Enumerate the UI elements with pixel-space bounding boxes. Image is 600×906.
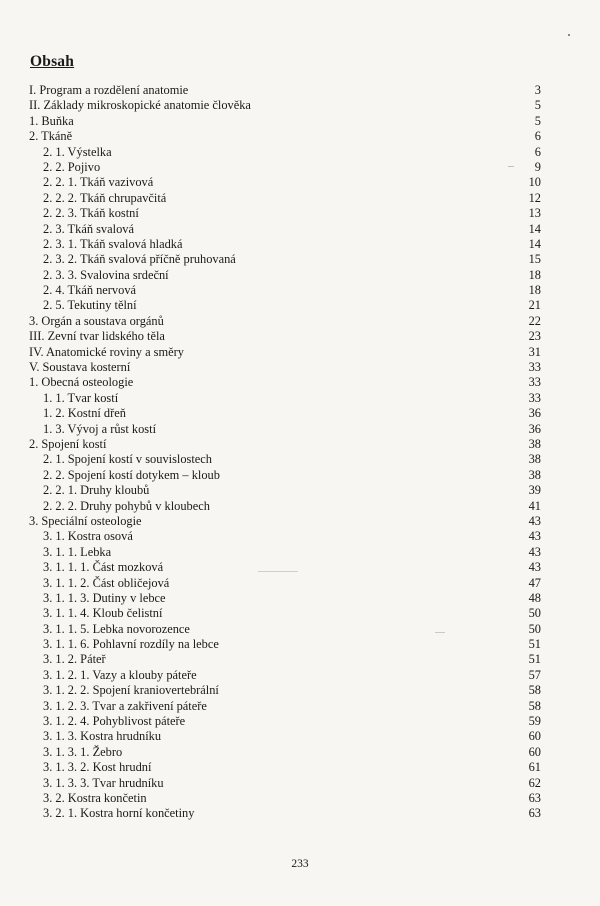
- toc-entry-page: 61: [528, 760, 541, 775]
- toc-entry: [29, 499, 541, 514]
- toc-entry: [29, 652, 541, 667]
- toc-entry: [29, 468, 541, 483]
- toc-entry: [29, 791, 541, 806]
- toc-entry-title: 3. 1. 1. 5. Lebka novorozence: [43, 621, 190, 636]
- toc-entry: [29, 576, 541, 591]
- toc-entry-page: 43: [528, 560, 541, 575]
- toc-entry: [29, 591, 541, 606]
- toc-entry-page: 6: [534, 129, 541, 144]
- toc-entry-title: 3. 1. Kostra osová: [43, 529, 133, 544]
- toc-entry-page: 21: [528, 298, 541, 313]
- toc-entry: [29, 529, 541, 544]
- page-number: 233: [291, 858, 309, 870]
- toc-entry-page: 5: [534, 98, 541, 113]
- toc-entry-page: 43: [528, 529, 541, 544]
- toc-entry: [29, 175, 541, 190]
- toc-entry-title: 2. 2. 1. Druhy kloubů: [43, 483, 150, 498]
- toc-entry-title: III. Zevní tvar lidského těla: [29, 329, 165, 344]
- toc-entry-page: 60: [528, 744, 541, 759]
- toc-entry: [29, 760, 541, 775]
- toc-entry: [29, 683, 541, 698]
- toc-entry-title: 3. 1. 2. 4. Pohyblivost páteře: [43, 714, 186, 729]
- toc-entry-title: 3. 1. 3. 3. Tvar hrudníku: [43, 775, 164, 790]
- toc-entry-page: 12: [528, 190, 541, 205]
- toc-entry-page: 33: [528, 360, 541, 375]
- toc-entry-page: 50: [528, 621, 541, 636]
- toc-entry-page: 57: [528, 667, 541, 682]
- toc-entry: [29, 375, 541, 390]
- toc-entry: [29, 283, 541, 298]
- toc-entry-page: 33: [528, 375, 541, 390]
- toc-entry-title: I. Program a rozdělení anatomie: [29, 83, 189, 97]
- toc-entry-page: 3: [534, 83, 541, 97]
- toc-entry: [29, 114, 541, 129]
- toc-entry: [29, 483, 541, 498]
- toc-entry-page: 48: [528, 590, 541, 605]
- toc-entry-page: 38: [528, 467, 541, 482]
- toc-entry: [29, 422, 541, 437]
- toc-entry: [29, 729, 541, 744]
- toc-entry-title: 3. 1. 3. Kostra hrudníku: [43, 729, 162, 744]
- toc-entry-title: 2. 5. Tekutiny tělní: [43, 298, 137, 313]
- toc-entry-title: 2. 3. 2. Tkáň svalová příčně pruhovaná: [43, 252, 236, 267]
- toc-entry-title: 2. Spojení kostí: [29, 436, 107, 451]
- toc-entry: [29, 699, 541, 714]
- toc-entry-title: 1. 1. Tvar kostí: [43, 390, 119, 405]
- toc-entry: [29, 237, 541, 252]
- toc-entry-page: 50: [528, 606, 541, 621]
- toc-entry-title: II. Základy mikroskopické anatomie člověka: [29, 98, 251, 113]
- toc-entry: [29, 606, 541, 621]
- toc-entry-page: 62: [528, 775, 541, 790]
- toc-entry-page: 22: [528, 313, 541, 328]
- toc-entry-title: 3. 1. 1. 1. Část mozková: [43, 560, 164, 575]
- toc-entry-title: 3. 1. 3. 2. Kost hrudní: [43, 760, 152, 775]
- toc-entry: [29, 776, 541, 791]
- toc-entry-page: 41: [528, 498, 541, 513]
- toc-entry: [29, 314, 541, 329]
- toc-entry-page: 15: [528, 252, 541, 267]
- toc-entry: [29, 345, 541, 360]
- toc-entry: [29, 360, 541, 375]
- toc-entry: [29, 437, 541, 452]
- toc-entry: [29, 514, 541, 529]
- toc-entry: [29, 98, 541, 113]
- toc-entry-page: 18: [528, 283, 541, 298]
- scan-speck: [508, 166, 514, 167]
- scan-speck: [568, 34, 570, 36]
- toc-entry-page: 38: [528, 436, 541, 451]
- toc-entry-page: 5: [534, 113, 541, 128]
- toc-entry-page: 63: [528, 790, 541, 805]
- toc-entry-title: 3. 1. 2. 3. Tvar a zakřivení páteře: [43, 698, 207, 713]
- toc-entry-title: 3. Orgán a soustava orgánů: [29, 313, 164, 328]
- toc-entry-page: 51: [528, 637, 541, 652]
- scan-speck: [435, 632, 445, 633]
- toc-entry-title: 3. 1. 1. 2. Část obličejová: [43, 575, 170, 590]
- toc-entry: [29, 83, 541, 98]
- page-title: Obsah: [30, 53, 75, 70]
- toc-entry-page: 13: [528, 206, 541, 221]
- toc-entry-page: 36: [528, 421, 541, 436]
- toc-entry: [29, 545, 541, 560]
- toc-entry: [29, 222, 541, 237]
- toc-entry: [29, 391, 541, 406]
- toc-entry-title: 2. 4. Tkáň nervová: [43, 283, 137, 298]
- toc-entry: [29, 637, 541, 652]
- toc-entry-title: 1. Buňka: [29, 113, 74, 128]
- toc-entry-page: 51: [528, 652, 541, 667]
- toc-entry: [29, 406, 541, 421]
- toc-entry-title: 2. 2. 3. Tkáň kostní: [43, 206, 139, 221]
- toc-entry-page: 18: [528, 267, 541, 282]
- toc-entry-title: 3. 2. Kostra končetin: [43, 790, 147, 805]
- toc-entry-title: 3. 1. 1. 3. Dutiny v lebce: [43, 590, 166, 605]
- toc-entry-title: 2. 2. Spojení kostí dotykem – kloub: [43, 467, 220, 482]
- toc-entry: [29, 560, 541, 575]
- toc-entry-page: 6: [534, 144, 541, 159]
- scan-speck: [258, 571, 298, 572]
- table-of-contents: [29, 83, 541, 822]
- toc-entry-title: 2. 3. 3. Svalovina srdeční: [43, 267, 169, 282]
- toc-entry-page: 58: [528, 683, 541, 698]
- toc-entry-title: 3. 1. 2. Páteř: [43, 652, 106, 667]
- toc-entry: [29, 191, 541, 206]
- toc-entry: [29, 145, 541, 160]
- toc-entry: [29, 329, 541, 344]
- toc-entry: [29, 298, 541, 313]
- toc-entry-title: 2. 2. Pojivo: [43, 159, 101, 174]
- toc-entry: [29, 206, 541, 221]
- toc-entry-title: 1. 3. Vývoj a růst kostí: [43, 421, 157, 436]
- toc-entry-page: 63: [528, 806, 541, 821]
- toc-entry-page: 14: [528, 221, 541, 236]
- toc-entry: [29, 668, 541, 683]
- toc-entry-title: V. Soustava kosterní: [29, 360, 131, 375]
- toc-entry-page: 60: [528, 729, 541, 744]
- toc-entry: [29, 622, 541, 637]
- toc-entry-title: 2. 3. 1. Tkáň svalová hladká: [43, 236, 183, 251]
- toc-entry-title: 3. 2. 1. Kostra horní končetiny: [43, 806, 195, 821]
- toc-entry: [29, 129, 541, 144]
- toc-entry-page: 31: [528, 344, 541, 359]
- toc-entry-page: 14: [528, 236, 541, 251]
- toc-entry-title: 2. 2. 1. Tkáň vazivová: [43, 175, 154, 190]
- toc-entry-page: 33: [528, 390, 541, 405]
- toc-entry: [29, 452, 541, 467]
- toc-entry: [29, 252, 541, 267]
- toc-entry-title: 2. 1. Výstelka: [43, 144, 112, 159]
- toc-entry-title: 2. 2. 2. Tkáň chrupavčitá: [43, 190, 167, 205]
- toc-entry-title: 3. 1. 3. 1. Žebro: [43, 744, 123, 759]
- toc-entry: [29, 160, 541, 175]
- toc-entry-page: 23: [528, 329, 541, 344]
- toc-entry-title: 3. 1. 1. 6. Pohlavní rozdíly na lebce: [43, 637, 219, 652]
- toc-entry-page: 43: [528, 513, 541, 528]
- toc-entry: [29, 268, 541, 283]
- toc-entry-title: 1. Obecná osteologie: [29, 375, 134, 390]
- toc-entry: [29, 806, 541, 821]
- toc-entry-title: 3. 1. 1. 4. Kloub čelistní: [43, 606, 163, 621]
- toc-entry-title: 3. 1. 2. 2. Spojení kraniovertebrální: [43, 683, 219, 698]
- toc-entry-title: IV. Anatomické roviny a směry: [29, 344, 184, 359]
- toc-entry: [29, 745, 541, 760]
- toc-entry-page: 43: [528, 544, 541, 559]
- toc-entry-title: 3. Speciální osteologie: [29, 513, 142, 528]
- toc-entry-page: 38: [528, 452, 541, 467]
- toc-entry-title: 2. 3. Tkáň svalová: [43, 221, 134, 236]
- toc-entry-title: 2. Tkáně: [29, 129, 73, 144]
- toc-entry-page: 10: [528, 175, 541, 190]
- toc-entry-page: 9: [534, 159, 541, 174]
- toc-entry: [29, 714, 541, 729]
- toc-entry-title: 3. 1. 2. 1. Vazy a klouby páteře: [43, 667, 197, 682]
- toc-entry-page: 36: [528, 406, 541, 421]
- toc-entry-title: 1. 2. Kostní dřeň: [43, 406, 126, 421]
- toc-entry-page: 47: [528, 575, 541, 590]
- toc-entry-title: 3. 1. 1. Lebka: [43, 544, 112, 559]
- toc-entry-title: 2. 1. Spojení kostí v souvislostech: [43, 452, 212, 467]
- toc-entry-page: 39: [528, 483, 541, 498]
- toc-entry-title: 2. 2. 2. Druhy pohybů v kloubech: [43, 498, 210, 513]
- toc-entry-page: 59: [528, 714, 541, 729]
- toc-entry-page: 58: [528, 698, 541, 713]
